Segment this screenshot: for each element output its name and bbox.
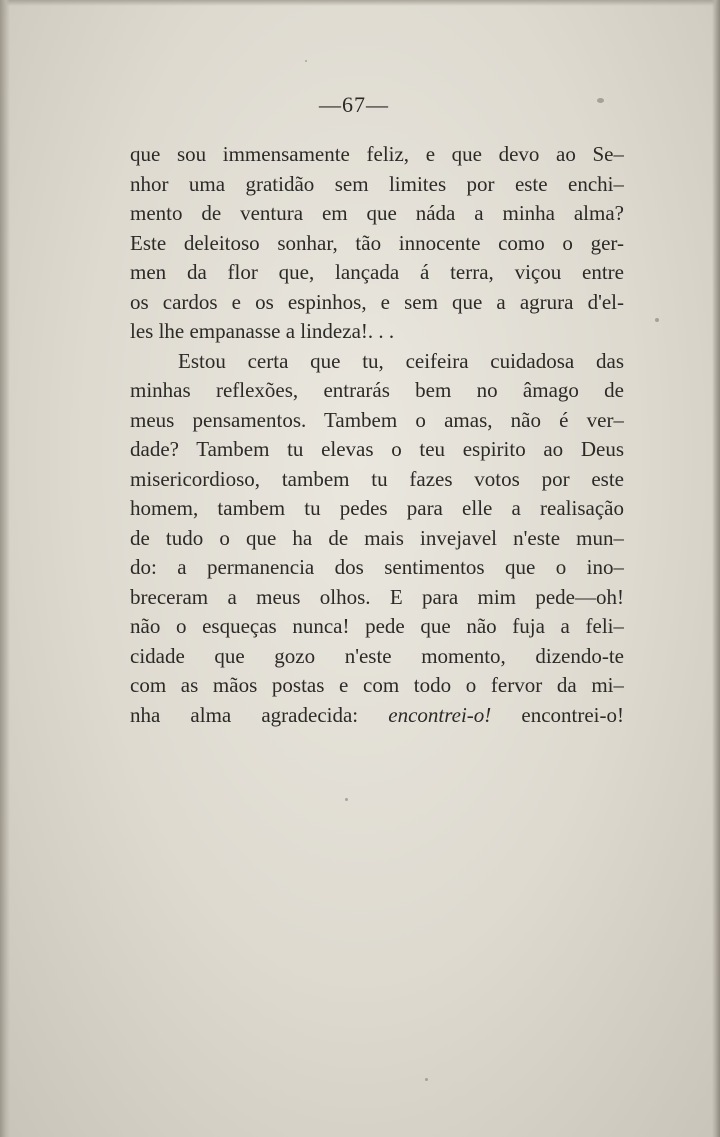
page-top-edge <box>0 0 720 6</box>
paper-speck <box>425 1078 428 1081</box>
paper-speck <box>655 318 659 322</box>
text-line: não o esqueças nunca! pede que não fuja a feli– <box>130 614 624 638</box>
text-line: breceram a meus olhos. E para mim pede—oh! <box>130 584 624 609</box>
text-line: nhor uma gratidão sem limites por este enchi– <box>130 171 624 196</box>
text-line: misericordioso, tambem tu fazes votos por este <box>130 466 624 491</box>
page-left-edge <box>0 0 10 1137</box>
text-line: do: a permanencia dos sentimentos que o ino– <box>130 555 624 579</box>
text-line: men da flor que, lançada á terra, viçou entre <box>130 260 624 284</box>
text-line: que sou immensamente feliz, e que devo ao Se– <box>130 142 624 166</box>
text-line: com as mãos postas e com todo o fervor da mi– <box>130 673 624 697</box>
text-line: de tudo o que ha de mais invejavel n'este mun– <box>130 525 624 550</box>
paper-speck <box>345 798 348 801</box>
text-line: cidade que gozo n'este momento, dizendo-te <box>130 643 624 668</box>
final-line-end: encontrei-o! <box>491 702 624 727</box>
body-text <box>130 140 624 730</box>
text-line: homem, tambem tu pedes para elle a realisação <box>130 496 624 520</box>
text-line: meus pensamentos. Tambem o amas, não é ver– <box>130 407 624 432</box>
paper-speck <box>305 60 307 62</box>
final-line-start: nha alma agradecida: <box>130 702 389 727</box>
paper-speck <box>597 98 604 103</box>
final-line <box>130 701 624 731</box>
page-right-edge <box>712 0 720 1137</box>
page-number: —67— <box>319 92 389 117</box>
text-line: dade? Tambem tu elevas o teu espirito ao Deus <box>130 437 624 461</box>
paragraph-end-line: les lhe empanasse a lindeza!. . . <box>130 319 395 343</box>
final-line-italic: encontrei-o! <box>388 702 492 727</box>
text-line: minhas reflexões, entrarás bem no âmago de <box>130 378 624 402</box>
paragraph-start-line: Estou certa que tu, ceifeira cuidadosa das <box>178 348 624 373</box>
text-line: os cardos e os espinhos, e sem que a agrura d'el- <box>130 289 624 314</box>
text-line: mento de ventura em que náda a minha alma? <box>130 201 624 225</box>
text-line: Este deleitoso sonhar, tão innocente como o ger- <box>130 230 624 255</box>
